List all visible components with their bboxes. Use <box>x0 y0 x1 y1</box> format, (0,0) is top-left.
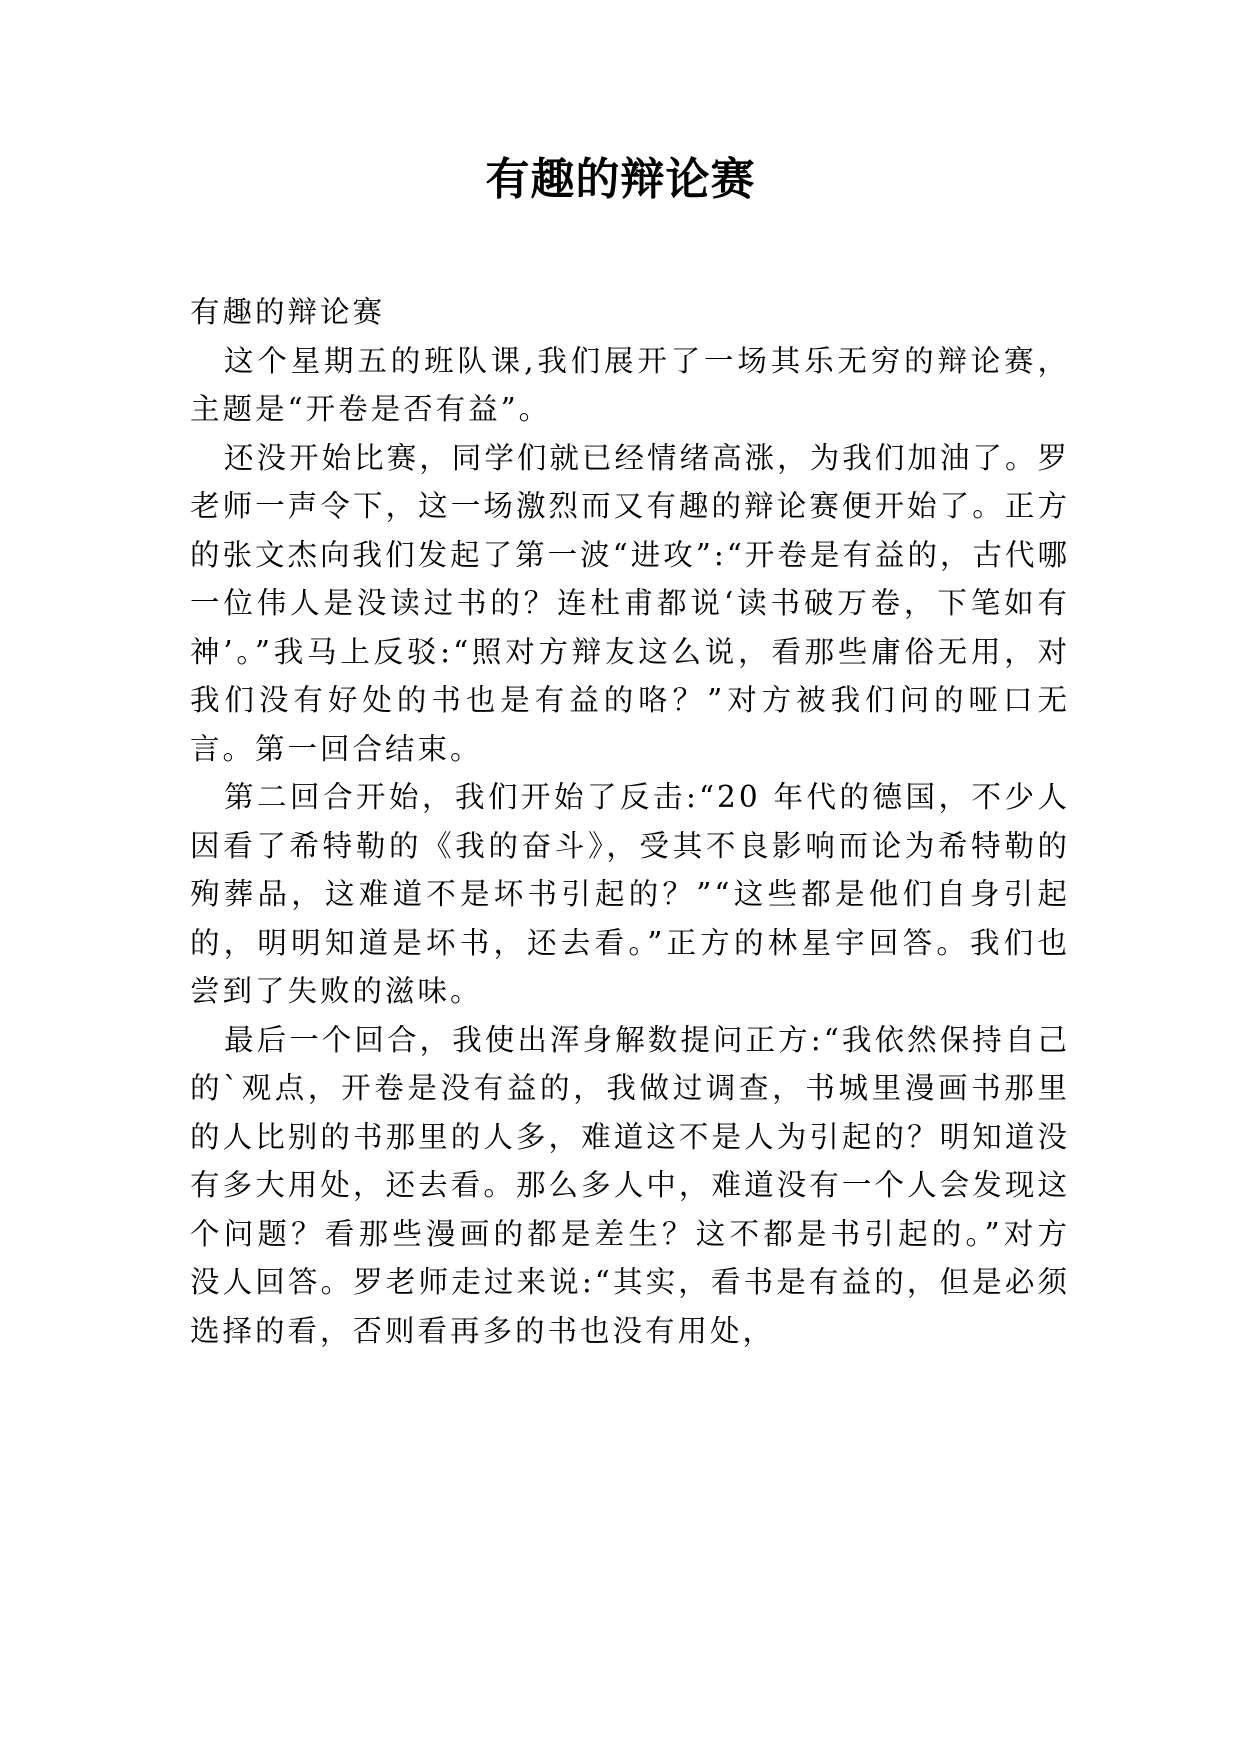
paragraph-heading: 有趣的辩论赛 <box>190 295 386 329</box>
document-body <box>190 288 1070 1355</box>
document-title: 有趣的辩论赛 <box>485 154 756 205</box>
paragraph-round-one: 还没开始比赛，同学们就已经情绪高涨，为我们加油了。罗老师一声令下，这一场激烈而又有趣的辩论赛便开始了。正方的张文杰向我们发起了第一波“进攻”:“开卷是有益的，古代哪一位伟人是没读过书的？连杜甫都说‘读书破万卷，下笔如有神’。”我马上反驳:“照对方辩友这么说，看那些庸俗无用，对我们没有好处的书也是有益的咯？”对方被我们问的哑口无言。第一回合结束。 <box>190 440 1070 766</box>
paragraph-round-two: 第二回合开始，我们开始了反击:“20 年代的德国，不少人因看了希特勒的《我的奋斗》，受其不良影响而论为希特勒的殉葬品，这难道不是坏书引起的？”“这些都是他们自身引起的，明明知道是坏书，还去看。”正方的林星宇回答。我们也尝到了失败的滋味。 <box>190 780 1070 1008</box>
paragraph-intro: 这个星期五的班队课,我们展开了一场其乐无穷的辩论赛，主题是“开卷是否有益”。 <box>190 343 1070 426</box>
paragraph-round-three: 最后一个回合，我使出浑身解数提问正方:“我依然保持自己的`观点，开卷是没有益的，我做过调查，书城里漫画书那里的人比别的书那里的人多，难道这不是人为引起的？明知道没有多大用处，还去看。那么多人中，难道没有一个人会发现这个问题？看那些漫画的都是差生？这不都是书引起的。”对方没人回答。罗老师走过来说:“其实，看书是有益的，但是必须选择的看，否则看再多的书也没有用处， <box>190 1022 1070 1348</box>
